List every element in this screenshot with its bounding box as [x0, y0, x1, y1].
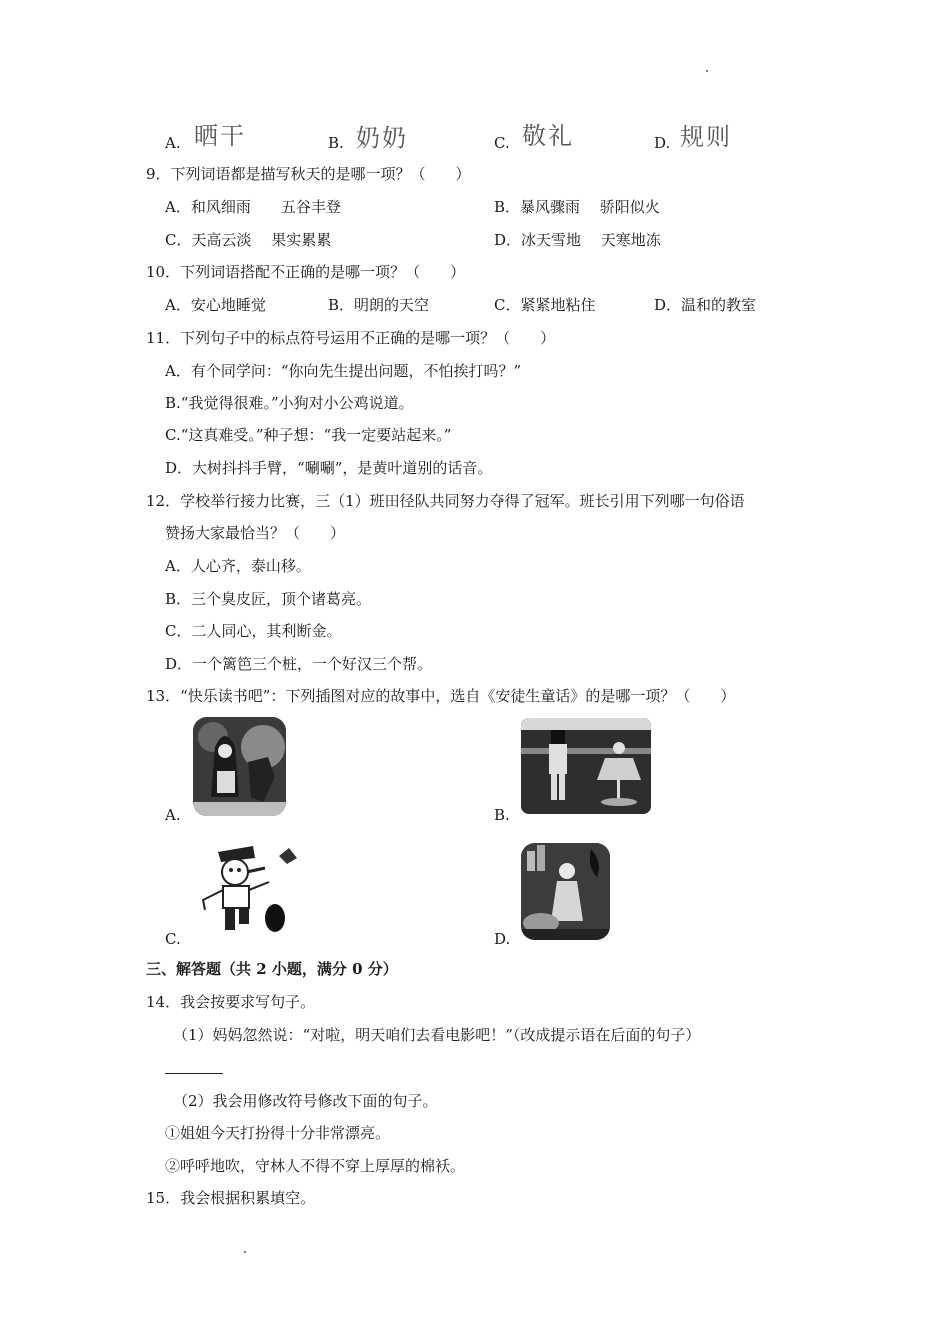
q9-option-d: D．冰天雪地 天寒地冻	[494, 231, 661, 249]
q8-option-d-letter: D.	[654, 134, 671, 152]
tin-soldier-illustration	[521, 718, 651, 814]
q11-stem: 11．下列句子中的标点符号运用不正确的是哪一项？（ ）	[146, 329, 556, 347]
q8-option-b-word: 奶奶	[356, 124, 408, 152]
q14-part1: （1）妈妈忽然说：“对啦，明天咱们去看电影吧！”（改成提示语在后面的句子）	[173, 1026, 701, 1044]
q11-option-c: C.“这真难受。”种子想：“我一定要站起来。”	[165, 426, 452, 444]
q10-stem: 10．下列词语搭配不正确的是哪一项？（ ）	[146, 263, 466, 281]
red-riding-hood-illustration	[193, 717, 286, 816]
q14-stem: 14．我会按要求写句子。	[146, 993, 316, 1011]
scan-dot	[706, 70, 708, 72]
q13-stem: 13．“快乐读书吧”：下列插图对应的故事中，选自《安徒生童话》的是哪一项？（ ）	[146, 687, 736, 705]
q11-option-a: A．有个同学问：“你向先生提出问题，不怕挨打吗？”	[165, 362, 522, 380]
q14-answer-blank[interactable]	[165, 1073, 223, 1074]
scan-dot	[244, 1251, 246, 1253]
q13-illustration-c	[193, 838, 303, 942]
q8-option-a-letter: A.	[165, 134, 181, 152]
q9-option-c: C．天高云淡 果实累累	[165, 231, 332, 249]
q9-stem: 9．下列词语都是描写秋天的是哪一项？（ ）	[146, 165, 471, 183]
q11-option-d: D．大树抖抖手臂，“唰唰”，是黄叶道别的话音。	[165, 459, 493, 477]
q13-label-c: C.	[165, 930, 181, 948]
q14-part2: （2）我会用修改符号修改下面的句子。	[173, 1092, 438, 1110]
q13-illustration-b	[521, 718, 651, 814]
q11-option-b: B.“我觉得很难。”小狗对小公鸡说道。	[165, 394, 414, 412]
q8-option-b-letter: B.	[328, 134, 344, 152]
q13-illustration-a	[193, 717, 286, 816]
q10-option-d: D．温和的教室	[654, 296, 757, 314]
q12-option-b: B．三个臭皮匠，顶个诸葛亮。	[165, 590, 372, 608]
q8-option-a-word: 晒干	[194, 122, 246, 150]
q8-option-c-word: 敬礼	[522, 122, 574, 150]
pinocchio-illustration	[193, 838, 303, 942]
q13-label-b: B.	[494, 806, 510, 824]
q8-option-d-word: 规则	[680, 123, 732, 151]
q12-option-a: A．人心齐，泰山移。	[165, 557, 311, 575]
q14-sentence-1: ①姐姐今天打扮得十分非常漂亮。	[165, 1124, 391, 1142]
q9-option-a: A．和风细雨 五谷丰登	[165, 198, 341, 216]
q13-label-d: D.	[494, 930, 511, 948]
q8-option-c-letter: C.	[494, 134, 510, 152]
q12-option-d: D．一个篱笆三个桩，一个好汉三个帮。	[165, 655, 433, 673]
q13-label-a: A.	[165, 806, 181, 824]
q14-sentence-2: ②呼呼地吹，守林人不得不穿上厚厚的棉袄。	[165, 1157, 466, 1175]
fairy-tale-castle-illustration	[521, 843, 610, 940]
q13-illustration-d	[521, 843, 610, 940]
q9-option-b: B．暴风骤雨 骄阳似火	[494, 198, 660, 216]
q12-stem-line2: 赞扬大家最恰当？（ ）	[165, 524, 346, 542]
q12-option-c: C．二人同心，其利断金。	[165, 622, 342, 640]
q12-stem-line1: 12．学校举行接力比赛，三（1）班田径队共同努力夺得了冠军。班长引用下列哪一句俗语	[146, 492, 745, 510]
section-3-heading: 三、解答题（共 2 小题，满分 0 分）	[146, 960, 398, 978]
q15-stem: 15．我会根据积累填空。	[146, 1189, 316, 1207]
q10-option-b: B．明朗的天空	[328, 296, 430, 314]
q10-option-a: A．安心地睡觉	[165, 296, 266, 314]
q10-option-c: C．紧紧地粘住	[494, 296, 596, 314]
